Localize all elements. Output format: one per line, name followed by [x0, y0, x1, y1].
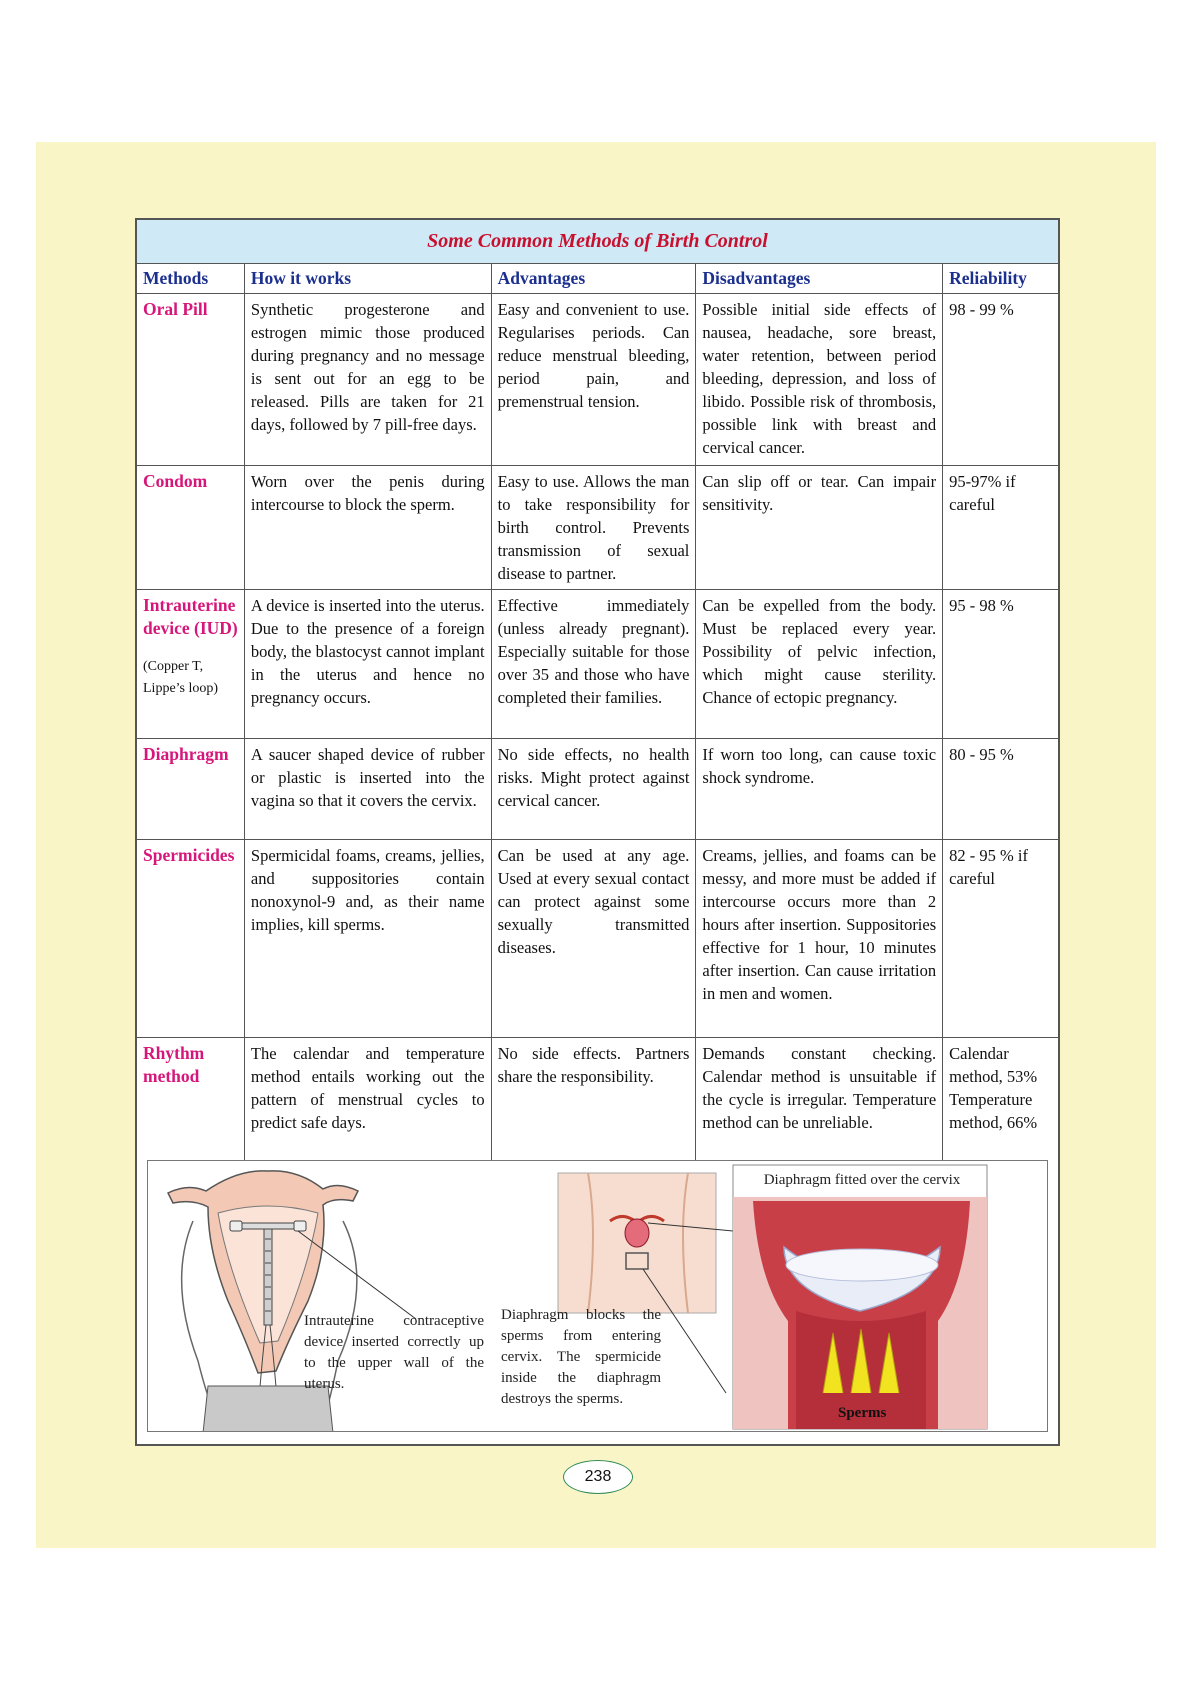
reliability-cell: 80 - 95 %: [949, 745, 1014, 764]
method-name: Rhythm method: [137, 1038, 245, 1166]
how-it-works-cell: Synthetic progesterone and estrogen mimic those produced during pregnancy and no message is sent out for an egg to be released. Pills are taken for 21 days, followed by 7 pill-free days.: [245, 294, 492, 465]
reliability-cell: 82 - 95 % if careful: [949, 846, 1028, 888]
reliability-cell: Calendar method, 53% Temperature method, 66%: [949, 1044, 1038, 1132]
table-row: [137, 840, 1058, 1038]
method-name: Diaphragm: [137, 739, 245, 839]
advantages-cell: Effective immediately (unless already pregnant). Especially suitable for those over 35 and those who have completed their families.: [492, 590, 697, 738]
method-name: Oral Pill: [137, 294, 245, 465]
method-name: Intrauterine device (IUD): [143, 595, 238, 638]
how-it-works-cell: A device is inserted into the uterus. Due to the presence of a foreign body, the blastocyst cannot implant in the uterus and hence no pregnancy occurs.: [245, 590, 492, 738]
disadvantages-cell: Possible initial side effects of nausea, headache, sore breast, water retention, between period bleeding, depression, and loss of libido. Possible risk of thrombosis, possible link with breast and cervical cancer.: [696, 294, 943, 465]
iud-caption: Intrauterine contraceptive device inserted correctly up to the upper wall of the uterus.: [304, 1313, 484, 1392]
header-how-it-works: How it works: [245, 264, 492, 293]
inset-title: Diaphragm fitted over the cervix: [763, 1172, 961, 1188]
table-row: [137, 294, 1058, 466]
method-cell: [137, 590, 245, 738]
method-name: Condom: [137, 466, 245, 589]
method-examples: (Copper T, Lippe’s loop): [143, 659, 219, 696]
reliability-cell: 98 - 99 %: [949, 300, 1014, 319]
contraception-figure: [147, 1160, 1048, 1432]
advantages-cell: Can be used at any age. Used at every sexual contact can protect against some sexually transmitted diseases.: [492, 840, 697, 1037]
diaphragm-caption: Diaphragm blocks the sperms from entering cervix. The spermicide inside the diaphragm destroys the sperms.: [501, 1307, 661, 1407]
header-methods: Methods: [137, 264, 245, 293]
diaphragm-inset: [733, 1165, 987, 1429]
reliability-cell: 95-97% if careful: [949, 472, 1016, 514]
disadvantages-cell: Can slip off or tear. Can impair sensitivity.: [696, 466, 943, 589]
table-header-row: [137, 264, 1058, 294]
table-grid: [137, 264, 1058, 1166]
reliability-cell: 95 - 98 %: [949, 596, 1014, 615]
disadvantages-cell: Can be expelled from the body. Must be replaced every year. Possibility of pelvic infection, which might cause sterility. Chance of ectopic pregnancy.: [696, 590, 943, 738]
disadvantages-cell: Creams, jellies, and foams can be messy, and more must be added if intercourse occurs more than 2 hours after insertion. Suppositories effective for 1 hour, 10 minutes after insertion. Can cause irritation in men and women.: [696, 840, 943, 1037]
header-reliability: Reliability: [949, 268, 1027, 288]
birth-control-table: [135, 218, 1060, 1446]
sperms-label: Sperms: [838, 1405, 887, 1421]
disadvantages-cell: Demands constant checking. Calendar method is unsuitable if the cycle is irregular. Temperature method can be unreliable.: [696, 1038, 943, 1166]
table-row: [137, 590, 1058, 739]
page-number: 238: [563, 1460, 633, 1494]
table-row: [137, 1038, 1058, 1166]
advantages-cell: Easy and convenient to use. Regularises periods. Can reduce menstrual bleeding, period pain, and premenstrual tension.: [492, 294, 697, 465]
advantages-cell: No side effects, no health risks. Might protect against cervical cancer.: [492, 739, 697, 839]
how-it-works-cell: Spermicidal foams, creams, jellies, and suppositories contain nonoxynol-9 and, as their name implies, kill sperms.: [245, 840, 492, 1037]
header-advantages: Advantages: [492, 264, 697, 293]
advantages-cell: No side effects. Partners share the responsibility.: [492, 1038, 697, 1166]
how-it-works-cell: A saucer shaped device of rubber or plastic is inserted into the vagina so that it covers the cervix.: [245, 739, 492, 839]
table-title-bar: [137, 220, 1058, 264]
how-it-works-cell: Worn over the penis during intercourse to block the sperm.: [245, 466, 492, 589]
header-disadvantages: Disadvantages: [696, 264, 943, 293]
how-it-works-cell: The calendar and temperature method entails working out the pattern of menstrual cycles to predict safe days.: [245, 1038, 492, 1166]
disadvantages-cell: If worn too long, can cause toxic shock syndrome.: [696, 739, 943, 839]
advantages-cell: Easy to use. Allows the man to take responsibility for birth control. Prevents transmission of sexual disease to partner.: [492, 466, 697, 589]
table-row: [137, 739, 1058, 840]
table-row: [137, 466, 1058, 590]
table-title: Some Common Methods of Birth Control: [427, 230, 768, 252]
method-name: Spermicides: [137, 840, 245, 1037]
